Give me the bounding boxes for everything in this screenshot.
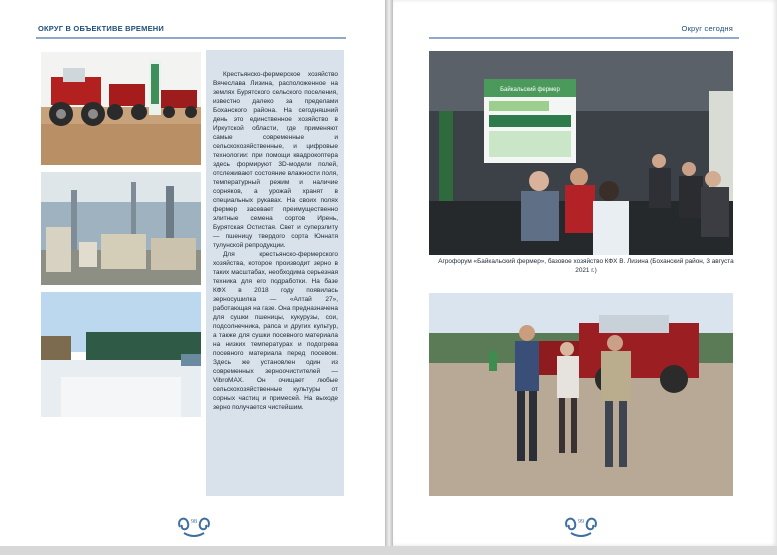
photo-field-visitors <box>429 293 733 496</box>
photo-grain-storage <box>41 292 201 417</box>
left-page <box>0 0 385 546</box>
article-paragraph-2: Для крестьянско-фермерского хозяйства, которое производит зерно в таких масштабах, необходима серьезная техника для его подработки. На базе КФХ в 2018 году появилась зерносушилка — «Алтай 27», работающая на газе. Она предназначена для сушки пшеницы, кукурузы, сои, подсолнечника, рапса и других культур, а также для сушки посевного материала на низких температурах и подогрева посевного материала перед посевом. Здесь же установлен один из современных зерноочистителей — VibroMAX. Он очищает любые сельскохозяйственные культуры от сорных частиц и примесей. На выходе зерно получается чистейшим. <box>213 251 338 411</box>
header-rule-left <box>36 37 346 39</box>
photo-caption: Агрофорум «Байкальский фермер», базовое хозяйство КФХ В. Лизина (Боханский район, 3 августа 2021 г.) <box>438 258 734 274</box>
projector-screen-text: Байкальский фермер <box>500 87 560 93</box>
book-gutter <box>385 0 393 546</box>
photo-agroforum-presentation <box>429 51 733 255</box>
photo-tractors <box>41 52 201 165</box>
photo-warehouse <box>41 172 201 285</box>
article-paragraph-1: Крестьянско-фермерское хозяйство Вячеслава Лизина, расположенное на землях Бурятского сельского поселения, известно далеко за пределами Боханского района. На сегодняшний день это единственное хозяйство в Иркутской области, где применяют самые современные и сельскохозяйственные, и цифровые технологии: при помощи квадрокоптера здесь формируют 3D-модели полей, отслеживают состояние влажности поля, температурный режим и наличие сорняков, а урожай хранят в специальных рукавах. На своих полях фермер засевает преимущественно элитные семена сортов Ирень, Бурятская Остистая. Свет и суперэлиту — пшеницу твердого сорта Юннатя тулунской репродукции. <box>213 71 338 249</box>
running-header-left: ОКРУГ В ОБЪЕКТИВЕ ВРЕМЕНИ <box>38 24 164 33</box>
article-text-box <box>206 50 344 496</box>
page-number-ornament-right <box>561 513 601 544</box>
header-rule-right <box>429 37 739 39</box>
running-header-right: Округ сегодня <box>681 24 733 33</box>
page-number-left: 98 <box>191 519 197 525</box>
right-page <box>393 0 777 546</box>
page-number-right: 99 <box>578 519 584 525</box>
page-number-ornament-left <box>174 513 214 544</box>
